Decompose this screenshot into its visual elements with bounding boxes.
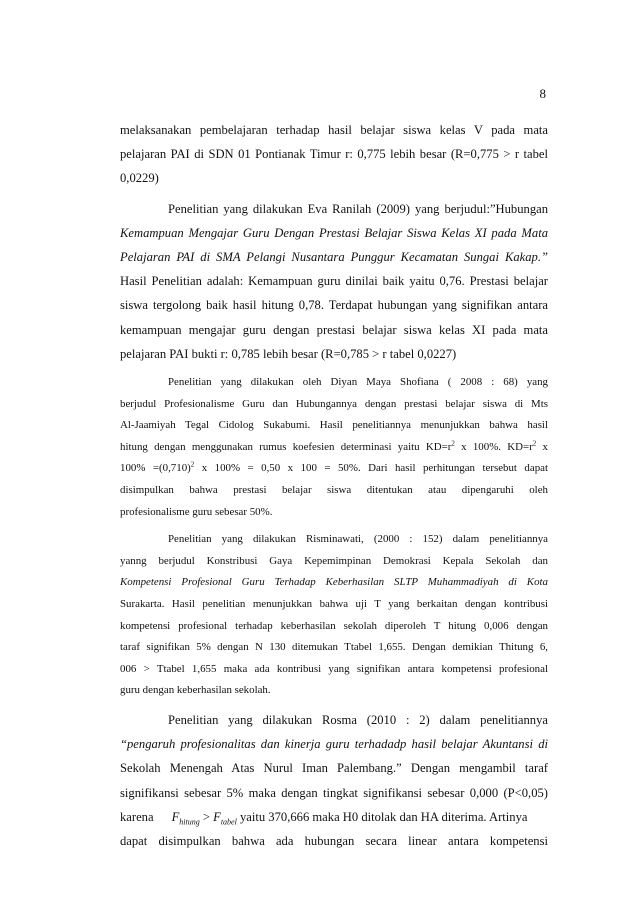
text-line: Pelajaran PAI di SMA Pelangi Nusantara Punggur Kecamatan Sungai Kakap.” <box>120 250 548 265</box>
text-line: Hasil Penelitian adalah: Kemampuan guru dinilai baik yaitu 0,76. Prestasi belajar <box>120 274 548 289</box>
text-line: signifikansi sebesar 5% maka dengan tingkat signifikansi sebesar 0,000 (P<0,05) <box>120 785 548 800</box>
text-line: 006 > Ttabel 1,655 maka ada kontribusi yang signifikan antara kompetensi profesional <box>120 662 548 675</box>
text-line: Kemampuan Mengajar Guru Dengan Prestasi Belajar Siswa Kelas XI pada Mata <box>120 225 548 240</box>
paragraph-5 <box>120 708 548 853</box>
text-line: Kompetensi Profesional Guru Terhadap Keberhasilan SLTP Muhammadiyah di Kota <box>120 576 548 589</box>
text-line: “pengaruh profesionalitas dan kinerja guru terhadadp hasil belajar Akuntansi di <box>120 737 548 752</box>
text-line: Penelitian yang dilakukan Rosma (2010 : 2) dalam penelitiannya <box>168 712 548 727</box>
text-line: 0,0229) <box>120 171 159 186</box>
text-line: Sekolah Menengah Atas Nurul Iman Palembang.” Dengan mengambil taraf <box>120 761 548 776</box>
text-line: Surakarta. Hasil penelitian menunjukkan bahwa uji T yang berkaitan dengan kontribusi <box>120 597 548 610</box>
body-text <box>120 118 548 853</box>
text-line: Al-Jaamiyah Tegal Cidolog Sukabumi. Hasil penelitiannya menunjukkan bahwa hasil <box>120 419 548 432</box>
text-line: disimpulkan bahwa prestasi belajar siswa ditentukan atau dipengaruhi oleh <box>120 484 548 496</box>
text-line: pelajaran PAI di SDN 01 Pontianak Timur r: 0,775 lebih besar (R=0,775 > r tabel <box>120 147 548 162</box>
text-line: dapat disimpulkan bahwa ada hubungan secara linear antara kompetensi <box>120 833 548 848</box>
text-line: pelajaran PAI bukti r: 0,785 lebih besar (R=0,785 > r tabel 0,0227) <box>120 346 457 361</box>
text-line: hitung dengan menggunakan rumus koefesien determinasi yaitu $KD=r^2$ x 100%. $KD=r^2$ x <box>120 439 549 453</box>
text-line: $100\% =(0,710)^2$ x 100% = 0,50 x 100 = 50%. Dari hasil perhitungan tersebut dapat <box>120 460 548 475</box>
page-number: 8 <box>539 86 546 101</box>
text-line: kompetensi profesional terhadap keberhasilan sekolah diperoleh T hitung 0,006 dengan <box>120 619 548 632</box>
text-line: kemampuan mengajar guru dengan prestasi belajar siswa kelas XI pada mata <box>120 322 548 337</box>
text-line: melaksanakan pembelajaran terhadap hasil belajar siswa kelas V pada mata <box>120 123 548 137</box>
text-line: berjudul Profesionalisme Guru dan Hubungannya dengan prestasi belajar siswa di Mts <box>120 397 548 410</box>
text-line: Penelitian yang dilakukan Risminawati, (2000 : 152) dalam penelitiannya <box>168 533 548 546</box>
text-line: taraf signifikan 5% dengan N 130 ditemukan Ttabel 1,655. Dengan demikian Thitung 6, <box>120 641 548 654</box>
text-line: Penelitian yang dilakukan oleh Diyan Maya Shofiana ( 2008 : 68) yang <box>168 376 548 389</box>
text-line: yanng berjudul Konstribusi Gaya Kepemimpinan Demokrasi Kepala Sekolah dan <box>120 554 548 567</box>
paragraph-2 <box>120 197 548 366</box>
paragraph-3 <box>120 372 548 523</box>
text-line: Penelitian yang dilakukan Eva Ranilah (2009) yang berjudul:”Hubungan <box>168 201 548 216</box>
text-line: karena $F_{hitung} > F_{tabel}$ yaitu 370,666 maka H0 ditolak dan HA diterima. Artinya <box>120 809 528 827</box>
text-line: siswa tergolong baik hasil hitung 0,78. Terdapat hubungan yang signifikan antara <box>120 298 548 313</box>
paragraph-4 <box>120 529 548 702</box>
text-line: profesionalisme guru sebesar 50%. <box>120 505 273 518</box>
paragraph-1 <box>120 118 548 191</box>
text-line: guru dengan keberhasilan sekolah. <box>120 684 271 697</box>
